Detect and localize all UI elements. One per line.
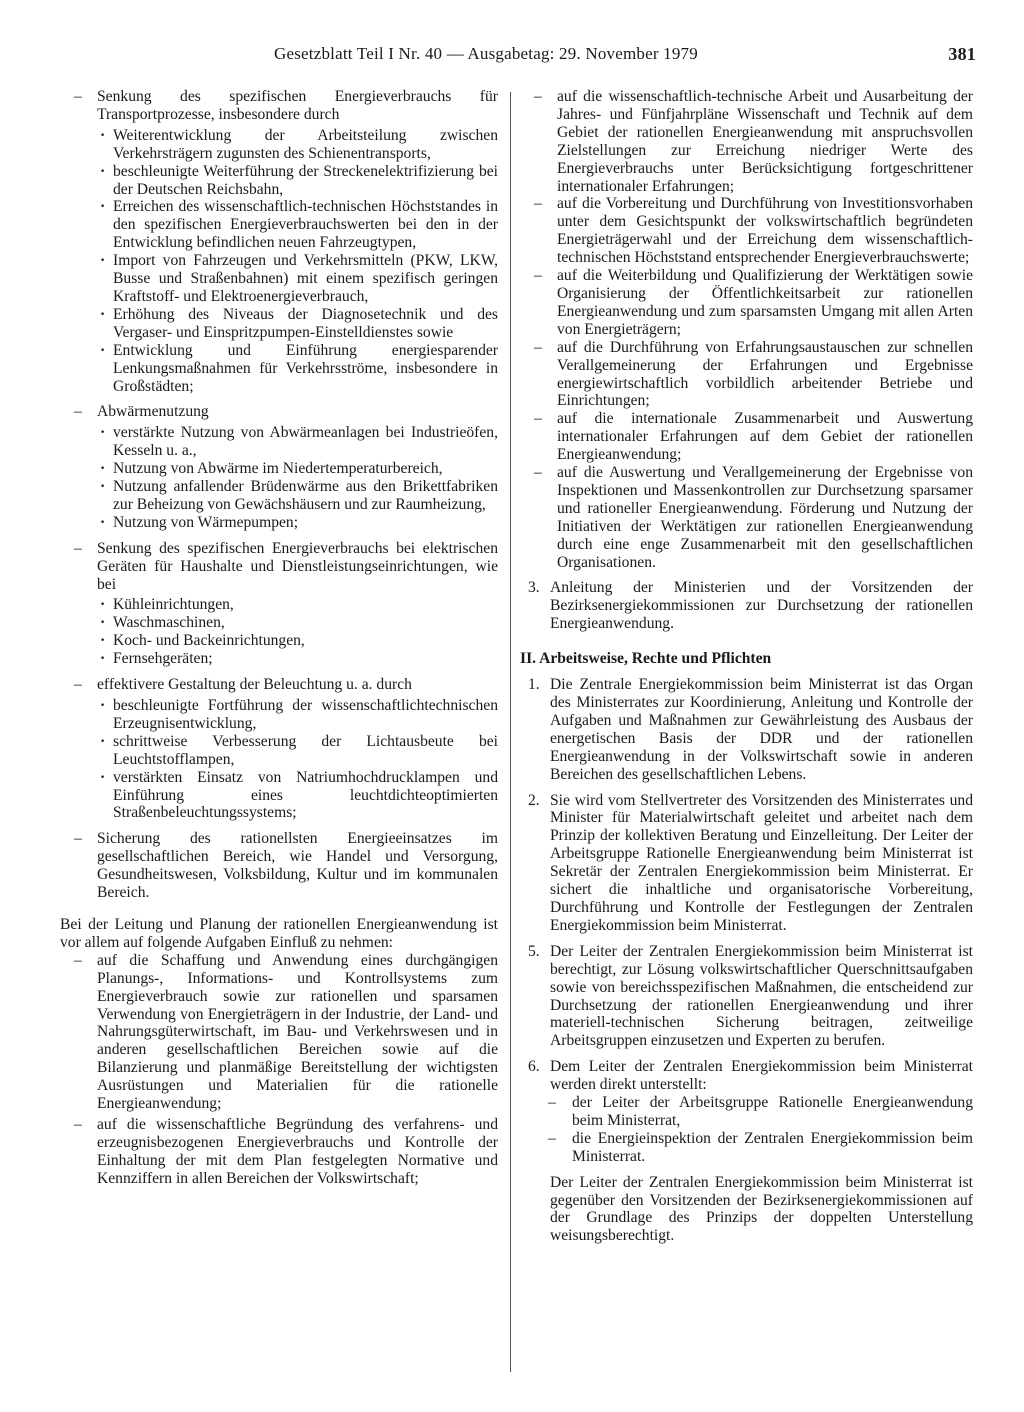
- item-number: 6.: [528, 1058, 540, 1076]
- sub-item: · Waschmaschinen,: [60, 614, 498, 632]
- sub-item: · Erhöhung des Niveaus der Diagnosetechnik und des Vergaser- und Einspritzpumpen-Einstelldienstes sowie: [60, 306, 498, 342]
- sub-item: · Nutzung von Wärmepumpen;: [60, 514, 498, 532]
- sub-item: · verstärkten Einsatz von Natriumhochdrucklampen und Einführung eines leuchtdichteoptimierten Straßenbeleuchtungssystems;: [60, 769, 498, 823]
- sub-item: · Erreichen des wissenschaftlich-technischen Höchststandes in den spezifischen Energieverbrauchswerten bei den in der Entwicklung befindlichen neuen Fahrzeugtypen,: [60, 198, 498, 252]
- numbered-item: [520, 1058, 973, 1094]
- item-number: 2.: [528, 791, 540, 809]
- item-text: Die Zentrale Energiekommission beim Ministerrat ist das Organ des Ministerrates zur Koordinierung, Anleitung und Kontrolle der Aufgaben und Maßnahmen zur Gewährleistung des Ausbaus der energetischen Basis der DDR und der rationellen Energieanwendung in der Volkswirtschaft sowie in anderen Bereichen des gesellschaftlichen Lebens.: [550, 676, 973, 783]
- task-item: – auf die Weiterbildung und Qualifizierung der Werktätigen sowie Organisierung der Öffentlichkeitsarbeit zur rationellen Energieanwendung und zum sparsamsten Umgang mit allen Arten von Energieträgern;: [520, 267, 973, 339]
- sub-dash-item: – der Leiter der Arbeitsgruppe Rationelle Energieanwendung beim Ministerrat,: [520, 1094, 973, 1130]
- body-paragraph: Bei der Leitung und Planung der rationellen Energieanwendung ist vor allem auf folgende Aufgaben Einfluß zu nehmen:: [60, 915, 498, 951]
- item-number: 3.: [528, 579, 540, 597]
- sub-item: · verstärkte Nutzung von Abwärmeanlagen bei Industrieöfen, Kesseln u. a.,: [60, 424, 498, 460]
- sub-item: · schrittweise Verbesserung der Lichtausbeute bei Leuchtstofflampen,: [60, 733, 498, 769]
- right-column: [520, 88, 973, 1245]
- sub-item: · Fernsehgeräten;: [60, 650, 498, 668]
- sub-item: · Entwicklung und Einführung energiesparender Lenkungsmaßnahmen für Verkehrsströme, insbesondere in Großstädten;: [60, 342, 498, 396]
- task-item: – auf die Durchführung von Erfahrungsaustauschen zur schnellen Verallgemeinerung der Erfahrungen und Ergebnisse energiewirtschaftlich vorbildlich arbeitender Betriebe und Einrichtungen;: [520, 339, 973, 411]
- section-heading: II. Arbeitsweise, Rechte und Pflichten: [520, 650, 772, 668]
- dash-item: – Sicherung des rationellsten Energieeinsatzes im gesellschaftlichen Bereich, wie Handel und Versorgung, Gesundheitswesen, Volksbildung, Kultur und im kommunalen Bereich.: [60, 830, 498, 902]
- numbered-item: [520, 579, 973, 633]
- item-text: Anleitung der Ministerien und der Vorsitzenden der Bezirksenergiekommissionen zur Durchsetzung der rationellen Energieanwendung.: [550, 579, 973, 633]
- dash-item: – Senkung des spezifischen Energieverbrauchs bei elektrischen Geräten für Haushalte und Dienstleistungseinrichtungen, wie bei: [60, 540, 498, 594]
- sub-item: · beschleunigte Fortführung der wissenschaftlichtechnischen Erzeugnisentwicklung,: [60, 697, 498, 733]
- numbered-item: [520, 943, 973, 1050]
- item-text: Der Leiter der Zentralen Energiekommission beim Ministerrat ist berechtigt, zur Lösung volkswirtschaftlicher Querschnittsaufgaben sowie von bereichsspezifischen Maßnahmen, die entscheidend zur Durchsetzung der rationellen Energieanwendung und ihrer materiell-technischen Sicherung beitragen, zeitweilige Arbeitsgruppen einzusetzen und Experten zu berufen.: [550, 942, 973, 1050]
- sub-item: · Kühleinrichtungen,: [60, 596, 498, 614]
- item-number: 5.: [528, 942, 540, 960]
- sub-item: · Koch- und Backeinrichtungen,: [60, 632, 498, 650]
- sub-item: · Nutzung von Abwärme im Niedertemperaturbereich,: [60, 460, 498, 478]
- column-divider: [510, 92, 511, 1372]
- numbered-item: [520, 792, 973, 935]
- left-column: [60, 88, 498, 1188]
- sub-item: · Import von Fahrzeugen und Verkehrsmitteln (PKW, LKW, Busse und Straßenbahnen) mit einem spezifisch geringen Kraftstoff- und Elektroenergieverbrauch,: [60, 252, 498, 306]
- sub-dash-item: – die Energieinspektion der Zentralen Energiekommission beim Ministerrat.: [520, 1130, 973, 1166]
- task-item: – auf die wissenschaftlich-technische Arbeit und Ausarbeitung der Jahres- und Fünfjahrpläne Wissenschaft und Technik auf dem Gebiet der rationellen Energieanwendung mit anspruchsvollen Zielstellungen zur Erreichung niedriger Werte des Energieverbrauchs unter Berücksichtigung fortgeschrittener internationaler Erfahrungen;: [520, 88, 973, 195]
- task-item: – auf die internationale Zusammenarbeit und Auswertung internationaler Erfahrungen auf dem Gebiet der rationellen Energieanwendung;: [520, 410, 973, 464]
- body-paragraph: Der Leiter der Zentralen Energiekommission beim Ministerrat ist gegenüber den Vorsitzenden der Bezirksenergiekommissionen auf der Grundlage des Prinzips der doppelten Unterstellung weisungsberechtigt.: [550, 1173, 973, 1245]
- task-item: – auf die wissenschaftliche Begründung des verfahrens- und erzeugnisbezogenen Energieverbrauchs und Kontrolle der Einhaltung der mit dem Plan festgelegten Normative und Kennziffern in allen Bereichen der Volkswirtschaft;: [60, 1116, 498, 1188]
- sub-item: · Nutzung anfallender Brüdenwärme aus den Brikettfabriken zur Beheizung von Gewächshäusern und zur Raumheizung,: [60, 478, 498, 514]
- numbered-item: [520, 676, 973, 783]
- item-text: Dem Leiter der Zentralen Energiekommission beim Ministerrat werden direkt unterstellt:: [550, 1058, 973, 1094]
- page-header: [250, 44, 976, 70]
- sub-item: · Weiterentwicklung der Arbeitsteilung zwischen Verkehrsträgern zugunsten des Schienentransports,: [60, 127, 498, 163]
- task-item: – auf die Auswertung und Verallgemeinerung der Ergebnisse von Inspektionen und Massenkontrollen zur Durchsetzung sparsamer und rationeller Energieanwendung. Förderung und Nutzung der Initiativen der Werktätigen zur rationellen Energieanwendung durch eine enge Zusammenarbeit mit den gesellschaftlichen Organisationen.: [520, 464, 973, 571]
- item-text: Sie wird vom Stellvertreter des Vorsitzenden des Ministerrates und Minister für Materialwirtschaft geleitet und arbeitet nach dem Prinzip der kollektiven Beratung und Einzelleitung. Der Leiter der Arbeitsgruppe Rationelle Energieanwendung beim Ministerrat ist Sekretär der Zentralen Energiekommission beim Ministerrat. Er sichert die inhaltliche und organisatorische Vorbereitung, Durchführung und Kontrolle der Festlegungen der Zentralen Energiekommission beim Ministerrat.: [550, 791, 973, 934]
- dash-item: – Abwärmenutzung: [60, 403, 498, 421]
- sub-item: · beschleunigte Weiterführung der Streckenelektrifizierung bei der Deutschen Reichsbahn,: [60, 163, 498, 199]
- item-number: 1.: [528, 676, 540, 694]
- dash-item: – Senkung des spezifischen Energieverbrauchs für Transportprozesse, insbesondere durch: [60, 88, 498, 124]
- page-number: 381: [948, 44, 976, 64]
- dash-item: – effektivere Gestaltung der Beleuchtung u. a. durch: [60, 676, 498, 694]
- header-title: Gesetzblatt Teil I Nr. 40 — Ausgabetag: 29. November 1979: [274, 44, 698, 63]
- task-item: – auf die Vorbereitung und Durchführung von Investitionsvorhaben unter dem Gesichtspunkt der volkswirtschaftlich begründeten Energieträgerwahl und der Erreichung dem wissenschaftlich-technischen Höchststand entsprechender Energieverbrauchswerte;: [520, 195, 973, 267]
- task-item: – auf die Schaffung und Anwendung eines durchgängigen Planungs-, Informations- und Kontrollsystems zum Energieverbrauch sowie zur rationellen und sparsamen Verwendung von Energieträgern in der Industrie, der Land- und Nahrungsgüterwirtschaft, im Bau- und Verkehrswesen und in anderen gesellschaftlichen Bereichen sowie auf die Bilanzierung und planmäßige Bereitstellung der wichtigsten Ausrüstungen und Materialien für die rationelle Energieanwendung;: [60, 952, 498, 1113]
